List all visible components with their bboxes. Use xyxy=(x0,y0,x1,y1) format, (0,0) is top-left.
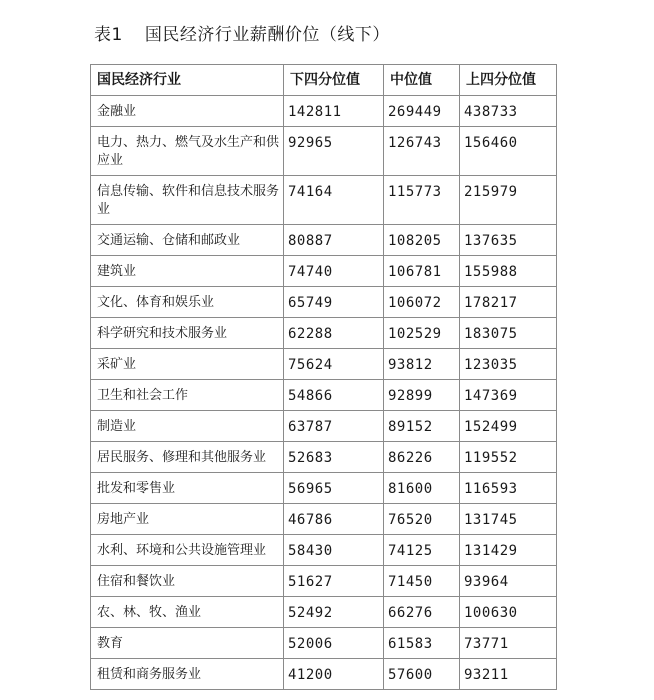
cell-industry: 采矿业 xyxy=(91,349,284,380)
cell-industry: 水利、环境和公共设施管理业 xyxy=(91,535,284,566)
cell-upper-quartile: 156460 xyxy=(460,127,557,176)
cell-industry: 住宿和餐饮业 xyxy=(91,566,284,597)
cell-upper-quartile: 131429 xyxy=(460,535,557,566)
table-row xyxy=(91,287,557,318)
table-row xyxy=(91,256,557,287)
cell-industry: 信息传输、软件和信息技术服务业 xyxy=(91,176,284,225)
cell-lower-quartile: 63787 xyxy=(284,411,384,442)
table-title-text: 国民经济行业薪酬价位（线下） xyxy=(144,25,390,45)
table-row xyxy=(91,473,557,504)
cell-industry: 租赁和商务服务业 xyxy=(91,659,284,690)
cell-upper-quartile: 73771 xyxy=(460,628,557,659)
cell-lower-quartile: 80887 xyxy=(284,225,384,256)
cell-median: 93812 xyxy=(384,349,460,380)
table-row xyxy=(91,380,557,411)
cell-lower-quartile: 62288 xyxy=(284,318,384,349)
cell-lower-quartile: 46786 xyxy=(284,504,384,535)
cell-lower-quartile: 74740 xyxy=(284,256,384,287)
cell-lower-quartile: 52006 xyxy=(284,628,384,659)
cell-upper-quartile: 93211 xyxy=(460,659,557,690)
cell-upper-quartile: 131745 xyxy=(460,504,557,535)
cell-lower-quartile: 56965 xyxy=(284,473,384,504)
cell-median: 57600 xyxy=(384,659,460,690)
cell-median: 89152 xyxy=(384,411,460,442)
table-row xyxy=(91,318,557,349)
table-row xyxy=(91,176,557,225)
cell-upper-quartile: 100630 xyxy=(460,597,557,628)
cell-industry: 交通运输、仓储和邮政业 xyxy=(91,225,284,256)
cell-industry: 农、林、牧、渔业 xyxy=(91,597,284,628)
cell-industry: 建筑业 xyxy=(91,256,284,287)
table-row xyxy=(91,597,557,628)
table-body xyxy=(91,96,557,690)
cell-median: 269449 xyxy=(384,96,460,127)
cell-median: 126743 xyxy=(384,127,460,176)
cell-industry: 科学研究和技术服务业 xyxy=(91,318,284,349)
cell-upper-quartile: 215979 xyxy=(460,176,557,225)
cell-median: 66276 xyxy=(384,597,460,628)
table-row xyxy=(91,504,557,535)
cell-lower-quartile: 51627 xyxy=(284,566,384,597)
table-row xyxy=(91,411,557,442)
cell-upper-quartile: 116593 xyxy=(460,473,557,504)
cell-lower-quartile: 92965 xyxy=(284,127,384,176)
cell-lower-quartile: 54866 xyxy=(284,380,384,411)
header-lower-quartile: 下四分位值 xyxy=(284,65,384,96)
table-row xyxy=(91,349,557,380)
cell-upper-quartile: 152499 xyxy=(460,411,557,442)
cell-lower-quartile: 41200 xyxy=(284,659,384,690)
table-header xyxy=(91,65,557,96)
table-row xyxy=(91,659,557,690)
cell-lower-quartile: 52492 xyxy=(284,597,384,628)
cell-lower-quartile: 142811 xyxy=(284,96,384,127)
cell-lower-quartile: 58430 xyxy=(284,535,384,566)
cell-upper-quartile: 137635 xyxy=(460,225,557,256)
cell-lower-quartile: 65749 xyxy=(284,287,384,318)
cell-median: 76520 xyxy=(384,504,460,535)
cell-lower-quartile: 52683 xyxy=(284,442,384,473)
header-row xyxy=(91,65,557,96)
cell-lower-quartile: 75624 xyxy=(284,349,384,380)
cell-industry: 居民服务、修理和其他服务业 xyxy=(91,442,284,473)
table-row xyxy=(91,127,557,176)
cell-industry: 金融业 xyxy=(91,96,284,127)
cell-upper-quartile: 123035 xyxy=(460,349,557,380)
cell-median: 74125 xyxy=(384,535,460,566)
cell-industry: 批发和零售业 xyxy=(91,473,284,504)
cell-median: 81600 xyxy=(384,473,460,504)
table-title xyxy=(94,20,390,45)
cell-median: 61583 xyxy=(384,628,460,659)
table-row xyxy=(91,442,557,473)
table-number: 表1 xyxy=(94,25,123,45)
cell-industry: 电力、热力、燃气及水生产和供应业 xyxy=(91,127,284,176)
cell-industry: 教育 xyxy=(91,628,284,659)
cell-median: 106781 xyxy=(384,256,460,287)
salary-table xyxy=(90,64,557,690)
cell-industry: 制造业 xyxy=(91,411,284,442)
table-row xyxy=(91,628,557,659)
table-row xyxy=(91,566,557,597)
cell-upper-quartile: 183075 xyxy=(460,318,557,349)
cell-median: 92899 xyxy=(384,380,460,411)
header-median: 中位值 xyxy=(384,65,460,96)
table-row xyxy=(91,535,557,566)
cell-upper-quartile: 178217 xyxy=(460,287,557,318)
cell-median: 71450 xyxy=(384,566,460,597)
cell-industry: 房地产业 xyxy=(91,504,284,535)
header-industry: 国民经济行业 xyxy=(91,65,284,96)
header-upper-quartile: 上四分位值 xyxy=(460,65,557,96)
table-row xyxy=(91,96,557,127)
cell-lower-quartile: 74164 xyxy=(284,176,384,225)
cell-industry: 文化、体育和娱乐业 xyxy=(91,287,284,318)
cell-upper-quartile: 438733 xyxy=(460,96,557,127)
cell-median: 86226 xyxy=(384,442,460,473)
cell-median: 108205 xyxy=(384,225,460,256)
cell-upper-quartile: 147369 xyxy=(460,380,557,411)
cell-median: 115773 xyxy=(384,176,460,225)
table-row xyxy=(91,225,557,256)
cell-median: 102529 xyxy=(384,318,460,349)
cell-upper-quartile: 93964 xyxy=(460,566,557,597)
cell-upper-quartile: 155988 xyxy=(460,256,557,287)
cell-median: 106072 xyxy=(384,287,460,318)
cell-industry: 卫生和社会工作 xyxy=(91,380,284,411)
cell-upper-quartile: 119552 xyxy=(460,442,557,473)
